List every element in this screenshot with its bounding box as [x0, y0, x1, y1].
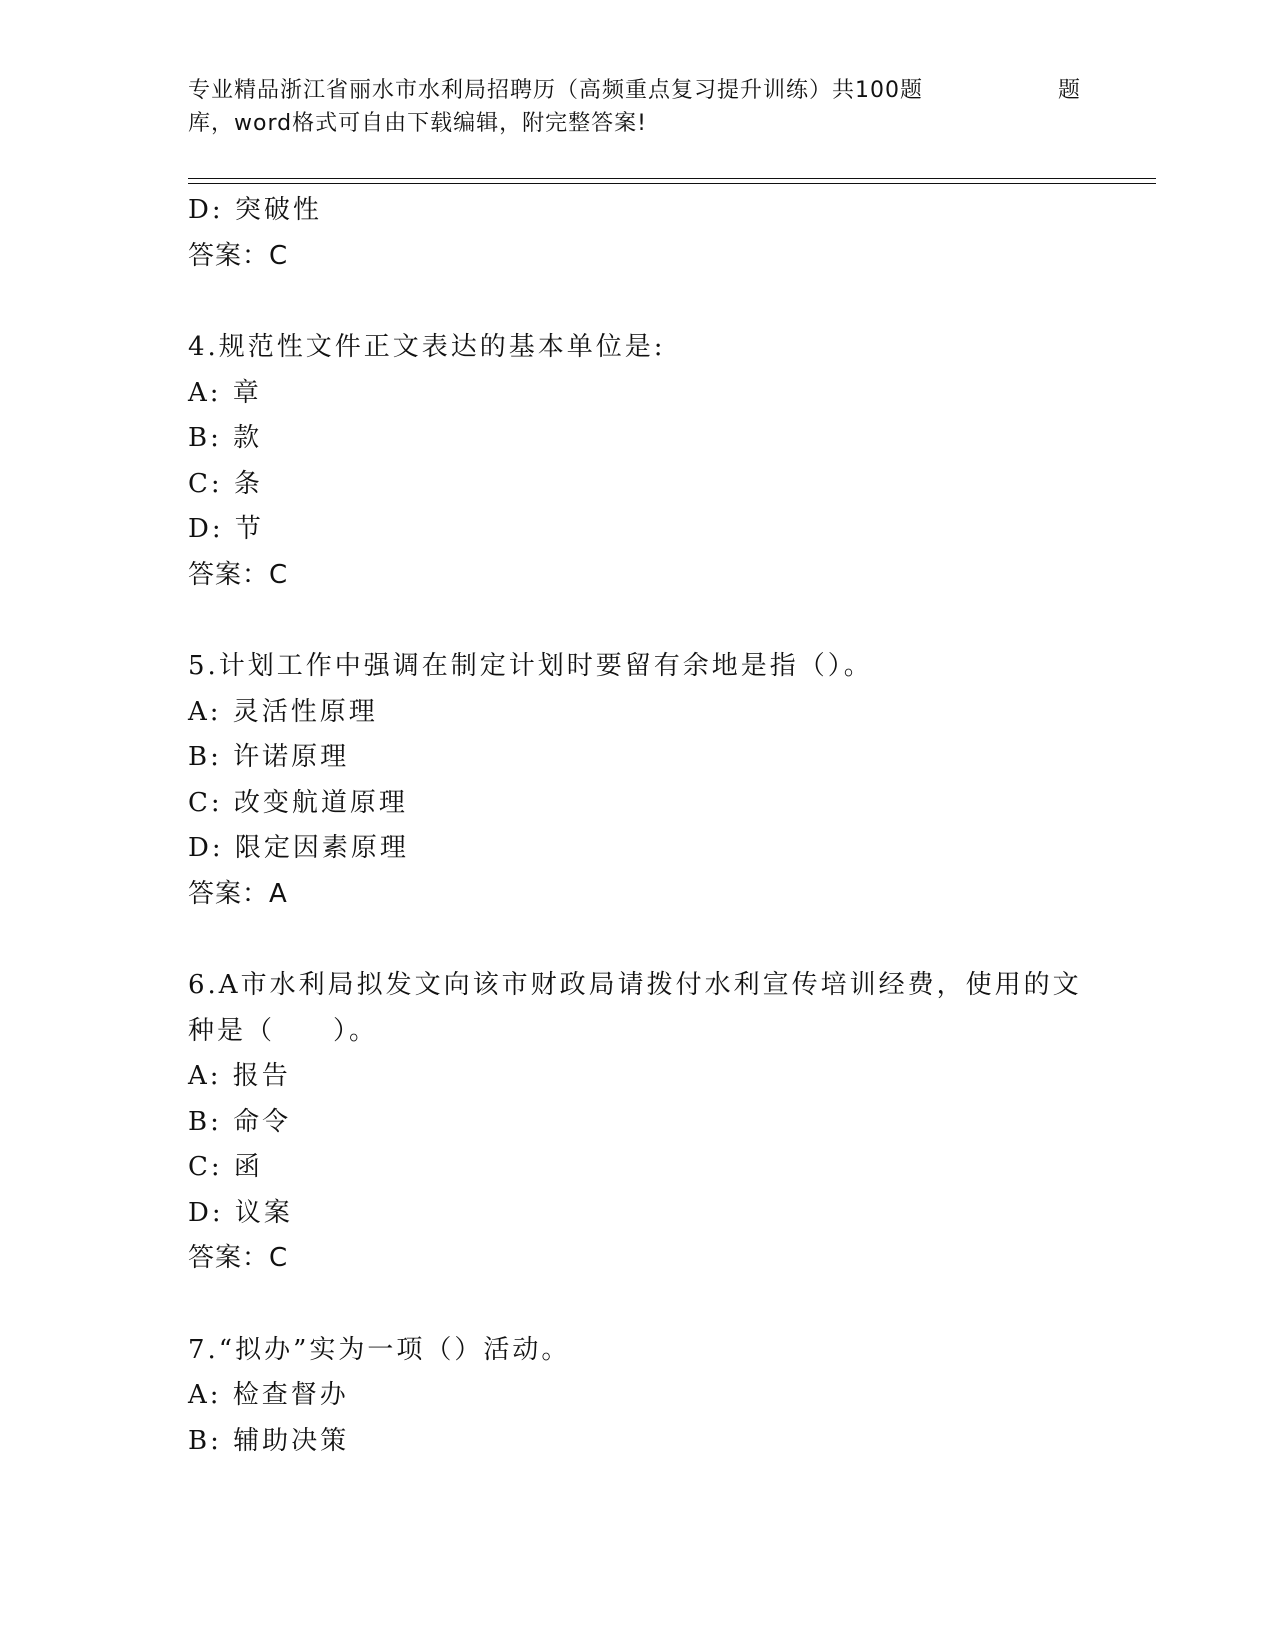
document-header	[188, 74, 1098, 140]
question-stem-line-2: 种是（ ）。	[188, 1015, 379, 1046]
option-b: B: 款	[188, 423, 263, 453]
option-c: C: 条	[188, 468, 263, 499]
header-line-1	[188, 74, 1098, 107]
answer: 答案：A	[188, 878, 288, 909]
option-d: D: 节	[188, 514, 264, 544]
option-a: A: 章	[188, 377, 262, 408]
answer: 答案：C	[188, 1243, 289, 1273]
header-title-suffix: 题	[1058, 78, 1082, 103]
answer: 答案：C	[188, 240, 289, 271]
question-stem: 4.规范性文件正文表达的基本单位是:	[188, 332, 666, 362]
option-c: C: 改变航道原理	[188, 787, 408, 818]
header-divider-bottom	[188, 183, 1156, 184]
question-stem: 5.计划工作中强调在制定计划时要留有余地是指（）。	[188, 651, 873, 681]
header-line-2: 库，word格式可自由下载编辑，附完整答案!	[188, 111, 647, 136]
question-5	[188, 644, 1148, 917]
option-a: A: 检查督办	[188, 1380, 349, 1410]
option-a: A: 报告	[188, 1061, 291, 1091]
question-stem: 7.“拟办”实为一项（）活动。	[188, 1334, 571, 1365]
spacer	[188, 598, 1148, 644]
option-d: D: 议案	[188, 1197, 293, 1228]
spacer	[188, 1282, 1148, 1328]
header-divider-top	[188, 178, 1156, 179]
spacer	[188, 917, 1148, 963]
option-d: D: 突破性	[188, 195, 322, 225]
header-title: 专业精品浙江省丽水市水利局招聘历（高频重点复习提升训练）共100题	[188, 78, 923, 103]
option-c: C: 函	[188, 1152, 263, 1182]
question-7	[188, 1328, 1148, 1465]
option-d: D: 限定因素原理	[188, 833, 409, 863]
question-stem-line-1: 6.A市水利局拟发文向该市财政局请拨付水利宣传培训经费，使用的文	[188, 970, 1082, 1000]
option-a: A: 灵活性原理	[188, 696, 378, 727]
question-4	[188, 325, 1148, 598]
question-list	[188, 188, 1148, 1464]
spacer	[188, 279, 1148, 325]
option-b: B: 命令	[188, 1106, 292, 1137]
option-b: B: 许诺原理	[188, 742, 350, 772]
option-b: B: 辅助决策	[188, 1425, 350, 1456]
question-6	[188, 963, 1148, 1282]
answer: 答案：C	[188, 559, 289, 590]
